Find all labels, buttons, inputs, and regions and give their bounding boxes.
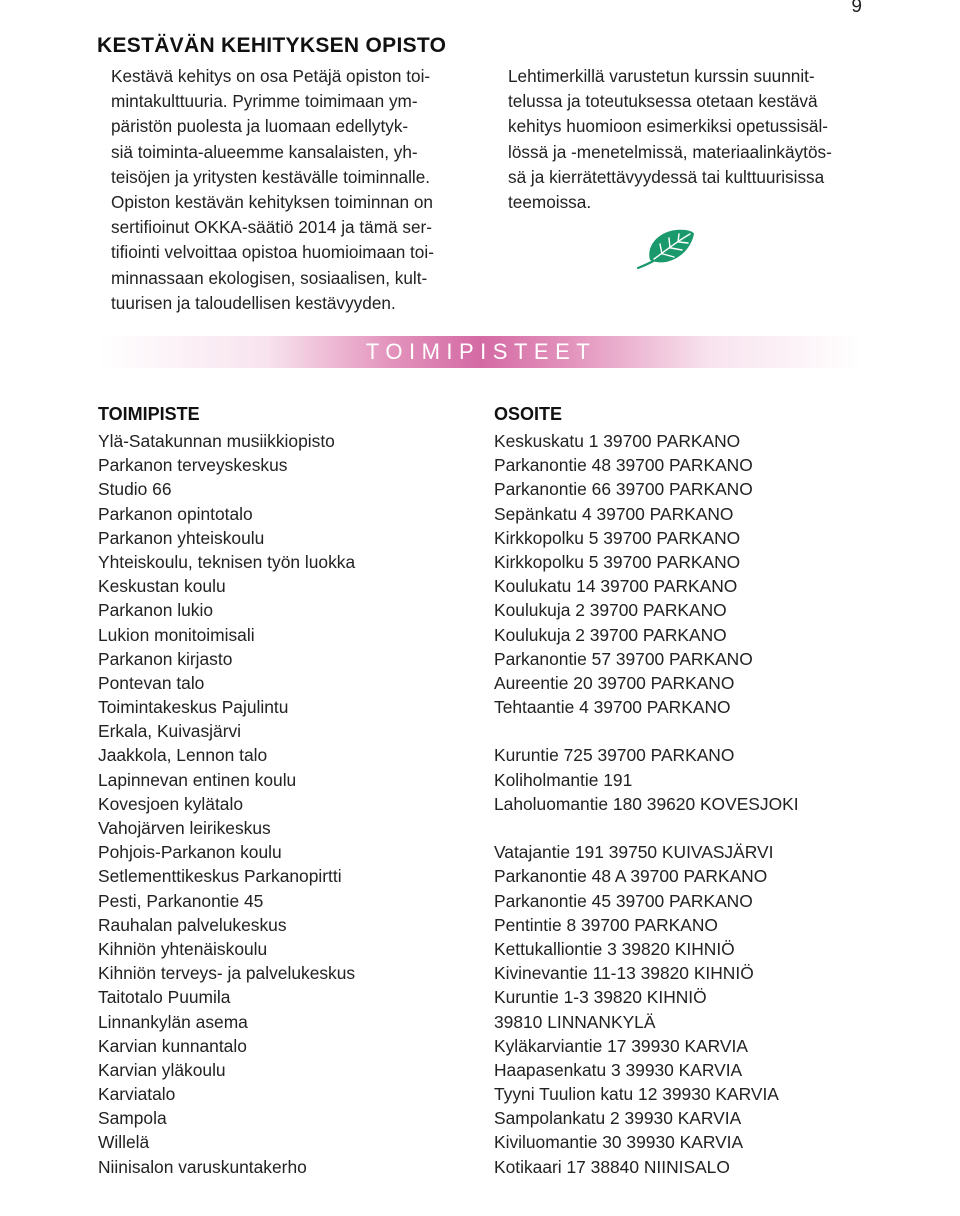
addresses-list: [494, 429, 799, 1179]
place-item: Ylä-Satakunnan musiikkiopisto: [98, 431, 335, 451]
address-item: Sampolankatu 2 39930 KARVIA: [494, 1108, 742, 1129]
address-item: Pentintie 8 39700 PARKANO: [494, 914, 718, 935]
section-banner: [100, 336, 862, 368]
place-item: Linnankylän asema: [98, 1011, 248, 1032]
address-item: Kivinevantie 11-13 39820 KIHNIÖ: [494, 963, 754, 984]
address-item: Keskuskatu 1 39700 PARKANO: [494, 431, 741, 451]
address-item: Koulukatu 14 39700 PARKANO: [494, 576, 738, 597]
place-item: Yhteiskoulu, teknisen työn luokka: [98, 551, 356, 572]
intro-text-line: teisöjen ja yritysten kestävälle toiminnalle.: [111, 166, 431, 187]
place-item: Setlementtikeskus Parkanopirtti: [98, 866, 342, 887]
place-item: Karvian yläkoulu: [98, 1059, 226, 1080]
place-item: Parkanon kirjasto: [98, 648, 233, 669]
addresses-column-header: OSOITE: [494, 404, 563, 424]
place-item: Pontevan talo: [98, 672, 205, 693]
address-item: Kotikaari 17 38840 NIINISALO: [494, 1156, 730, 1177]
intro-text-line: Kestävä kehitys on osa Petäjä opiston toi-: [111, 66, 431, 86]
address-item: Parkanontie 48 A 39700 PARKANO: [494, 866, 768, 887]
leaf-icon: [636, 224, 696, 272]
address-item: Kirkkopolku 5 39700 PARKANO: [494, 551, 741, 572]
page-number: 9: [851, 0, 862, 17]
address-item: Vatajantie 191 39750 KUIVASJÄRVI: [494, 842, 774, 863]
intro-text-line: teemoissa.: [508, 192, 592, 213]
address-item: Kirkkopolku 5 39700 PARKANO: [494, 527, 741, 548]
banner-title: TOIMIPISTEET: [365, 339, 597, 364]
place-item: Parkanon terveyskeskus: [98, 455, 288, 476]
place-item: Kihniön yhtenäiskoulu: [98, 938, 268, 959]
place-item: Pesti, Parkanontie 45: [98, 890, 264, 911]
address-item: Parkanontie 45 39700 PARKANO: [494, 890, 753, 911]
address-item: Tehtaantie 4 39700 PARKANO: [494, 697, 731, 718]
place-item: Lukion monitoimisali: [98, 624, 255, 645]
address-item: Koulukuja 2 39700 PARKANO: [494, 600, 727, 621]
place-item: Pohjois-Parkanon koulu: [98, 842, 282, 863]
section-title: KESTÄVÄN KEHITYKSEN OPISTO: [97, 34, 447, 57]
address-item: 39810 LINNANKYLÄ: [494, 1011, 656, 1032]
intro-text-line: kehitys huomioon esimerkiksi opetussisäl-: [508, 116, 829, 137]
intro-text-line: tifiointi velvoittaa opistoa huomioimaan toi-: [111, 242, 434, 263]
intro-text-line: telussa ja toteutuksessa otetaan kestävä: [508, 91, 818, 112]
intro-left-column: [111, 64, 434, 316]
address-item: Kuruntie 1-3 39820 KIHNIÖ: [494, 987, 707, 1008]
address-item: Parkanontie 57 39700 PARKANO: [494, 648, 753, 669]
intro-text-line: Lehtimerkillä varustetun kurssin suunnit-: [508, 66, 815, 86]
places-column-header: TOIMIPISTE: [98, 404, 200, 424]
place-item: Kihniön terveys- ja palvelukeskus: [98, 963, 356, 984]
intro-text-line: sertifioinut OKKA-säätiö 2014 ja tämä ser-: [111, 217, 432, 238]
place-item: Parkanon lukio: [98, 600, 214, 621]
address-item: Haapasenkatu 3 39930 KARVIA: [494, 1059, 743, 1080]
place-item: Sampola: [98, 1108, 167, 1129]
place-item: Karviatalo: [98, 1084, 176, 1105]
place-item: Taitotalo Puumila: [98, 987, 231, 1008]
address-item: Tyyni Tuulion katu 12 39930 KARVIA: [494, 1084, 779, 1105]
address-item: Kiviluomantie 30 39930 KARVIA: [494, 1132, 744, 1153]
place-item: Lapinnevan entinen koulu: [98, 769, 297, 790]
intro-text-line: mintakulttuuria. Pyrimme toimimaan ym-: [111, 91, 418, 112]
place-item: Rauhalan palvelukeskus: [98, 914, 287, 935]
intro-text-line: siä toiminta-alueemme kansalaisten, yh-: [111, 141, 418, 162]
address-item: Aureentie 20 39700 PARKANO: [494, 672, 735, 693]
address-item: Koliholmantie 191: [494, 769, 633, 790]
address-item: [494, 816, 799, 840]
address-item: Parkanontie 48 39700 PARKANO: [494, 455, 753, 476]
place-item: Keskustan koulu: [98, 576, 226, 597]
intro-text-line: sä ja kierrätettävyydessä tai kulttuurisissa: [508, 166, 825, 187]
address-item: Sepänkatu 4 39700 PARKANO: [494, 503, 734, 524]
place-item: Niinisalon varuskuntakerho: [98, 1156, 307, 1177]
intro-text-line: päristön puolesta ja luomaan edellytyk-: [111, 116, 409, 137]
address-item: Laholuomantie 180 39620 KOVESJOKI: [494, 793, 799, 814]
intro-text-line: Opiston kestävän kehityksen toiminnan on: [111, 192, 433, 213]
address-item: [494, 719, 799, 743]
place-item: Studio 66: [98, 479, 172, 500]
place-item: Parkanon opintotalo: [98, 503, 253, 524]
intro-text-line: tuurisen ja taloudellisen kestävyyden.: [111, 292, 396, 313]
place-item: Kovesjoen kylätalo: [98, 793, 244, 814]
intro-right-column: [508, 64, 832, 215]
intro-text-line: minnassaan ekologisen, sosiaalisen, kult-: [111, 267, 428, 288]
place-item: Willelä: [98, 1132, 150, 1153]
address-item: Koulukuja 2 39700 PARKANO: [494, 624, 727, 645]
place-item: Erkala, Kuivasjärvi: [98, 721, 242, 742]
address-item: Kettukalliontie 3 39820 KIHNIÖ: [494, 938, 735, 959]
intro-text-line: lössä ja -menetelmissä, materiaalinkäytös-: [508, 141, 832, 162]
place-item: Karvian kunnantalo: [98, 1035, 247, 1056]
place-item: Toimintakeskus Pajulintu: [98, 697, 289, 718]
places-list: [98, 429, 355, 1179]
address-item: Kuruntie 725 39700 PARKANO: [494, 745, 735, 766]
address-item: Kyläkarviantie 17 39930 KARVIA: [494, 1035, 748, 1056]
place-item: Vahojärven leirikeskus: [98, 818, 271, 838]
place-item: Parkanon yhteiskoulu: [98, 527, 265, 548]
place-item: Jaakkola, Lennon talo: [98, 745, 268, 766]
address-item: Parkanontie 66 39700 PARKANO: [494, 479, 753, 500]
